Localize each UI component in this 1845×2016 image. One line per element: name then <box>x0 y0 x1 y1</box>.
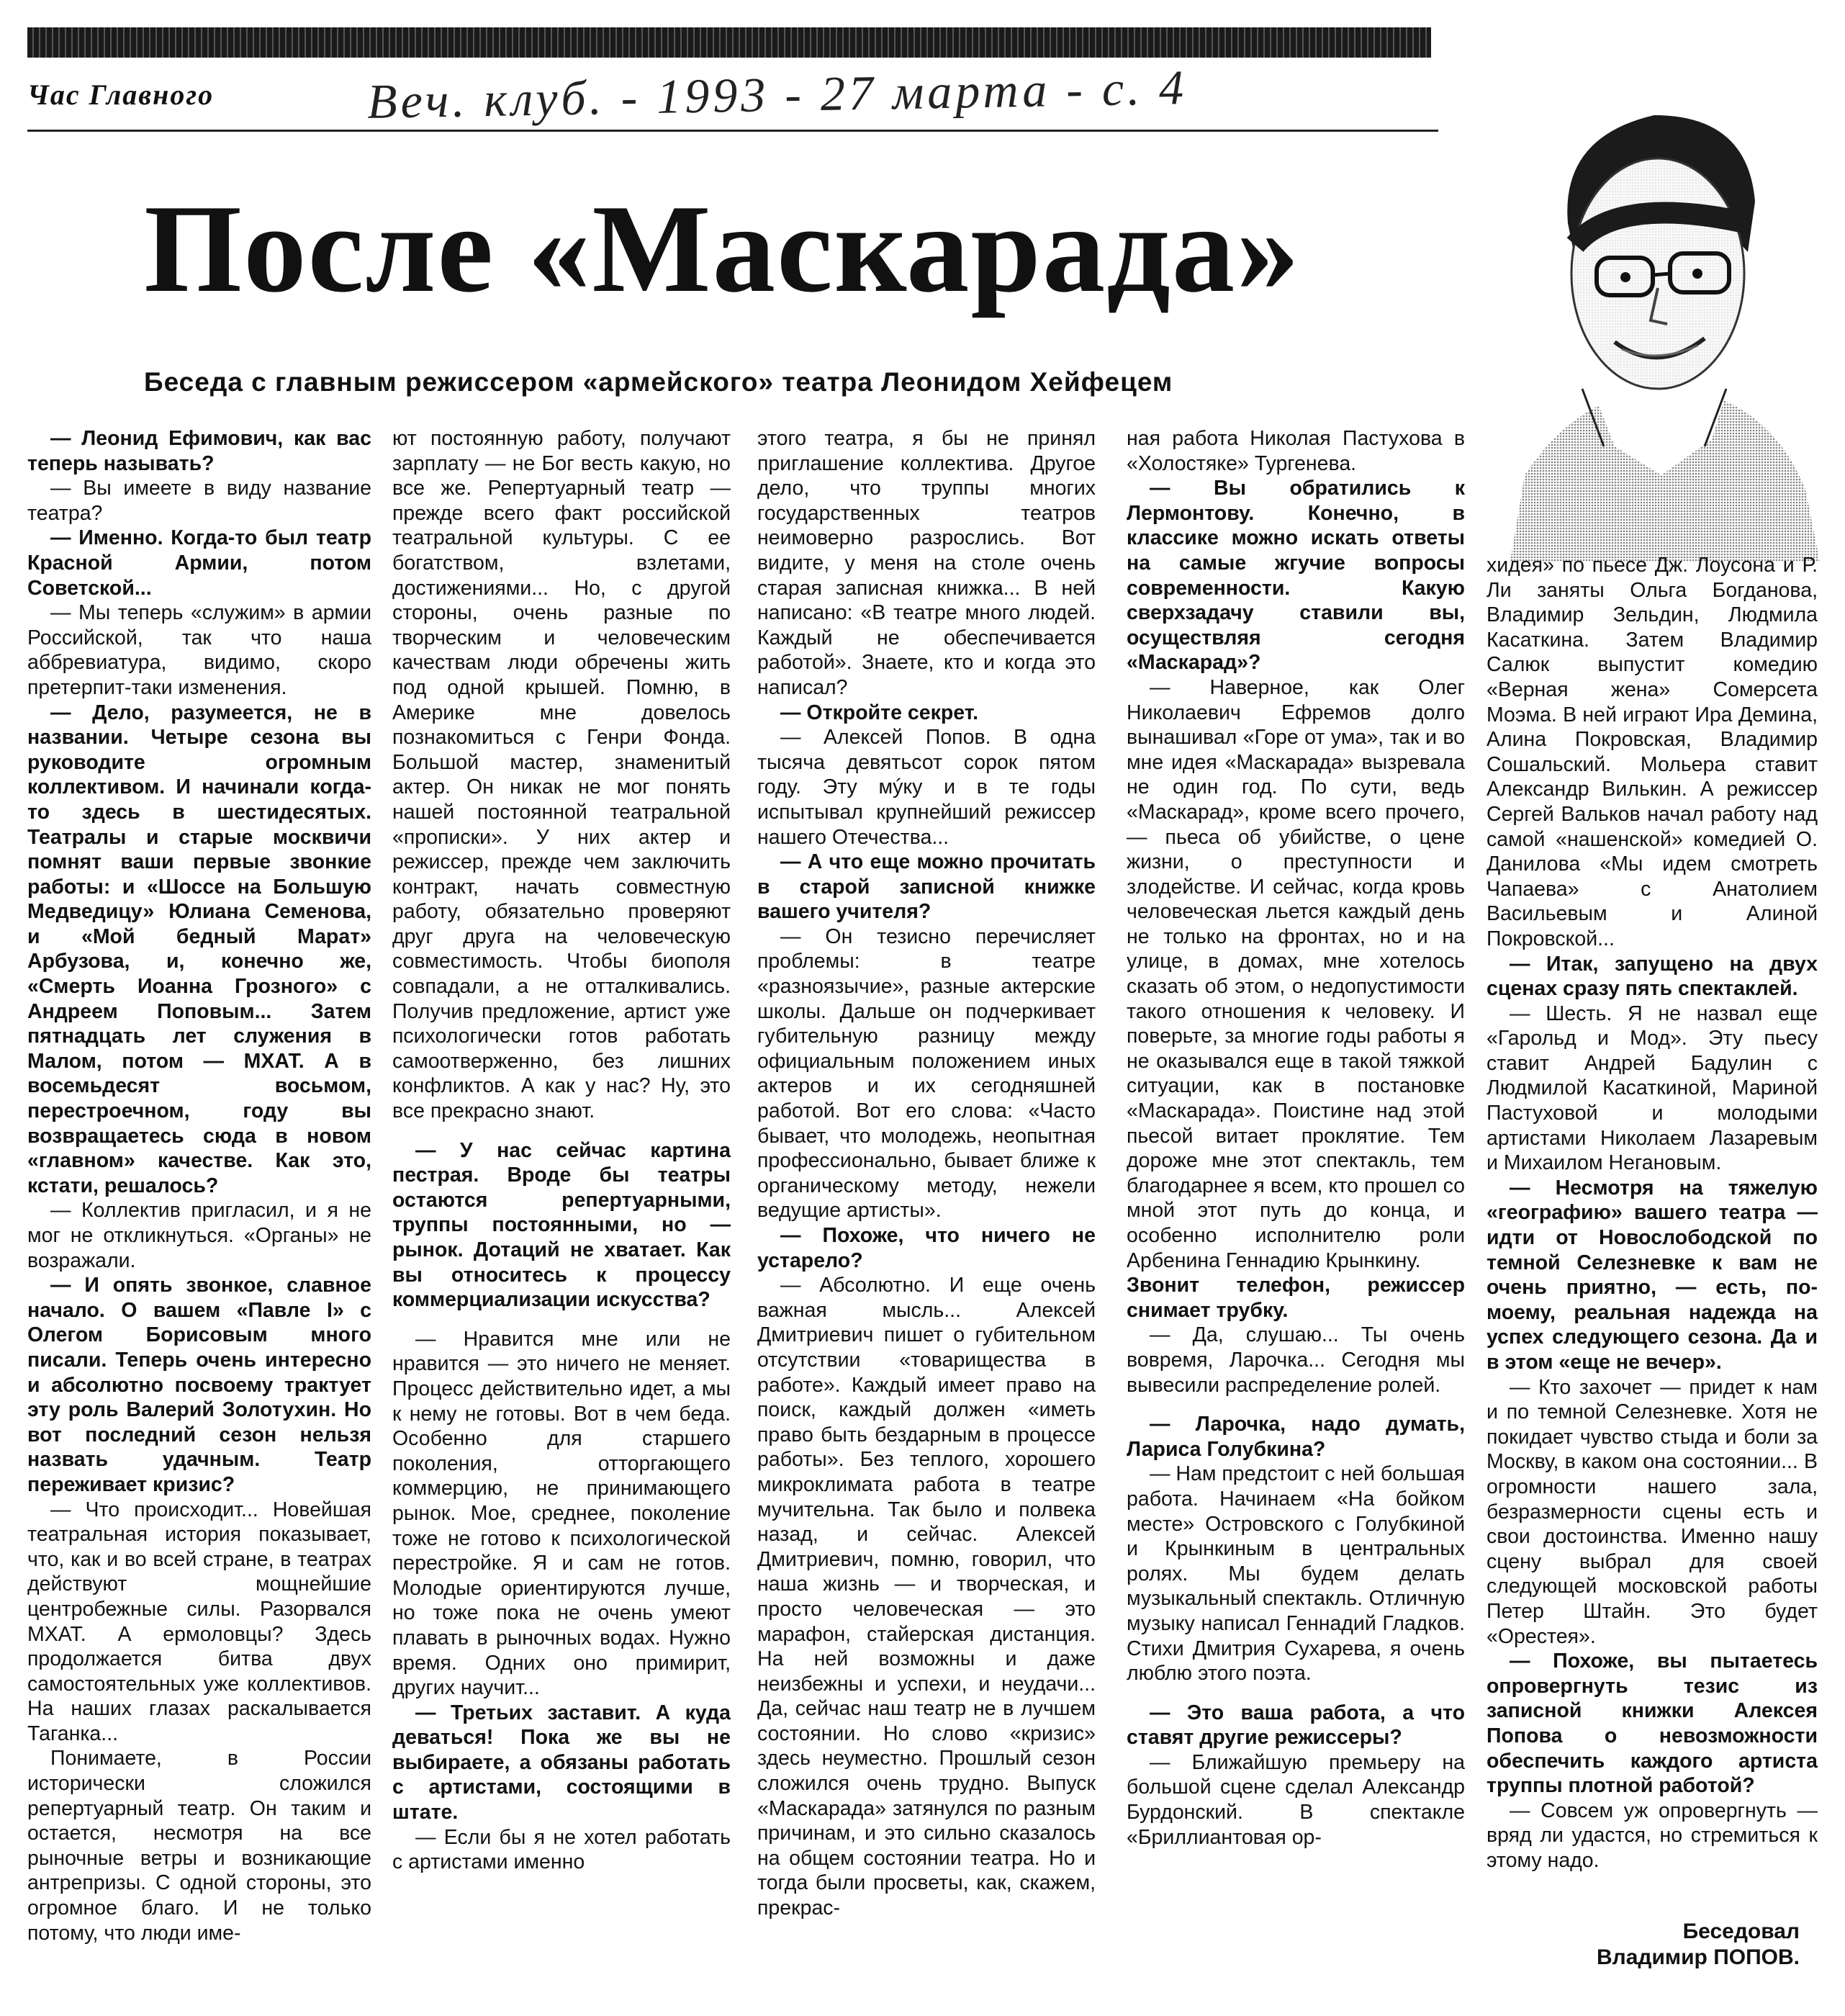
header-divider <box>27 130 1438 132</box>
question-paragraph: — Это ваша работа, а что ставят другие режиссеры? <box>1127 1701 1465 1750</box>
answer-paragraph: — Нам предстоит с ней большая работа. Начинаем «На бойком месте» Островского с Голубкиной и Крынкиным в центральных ролях. Мы будем делать музыкальный спектакль. Отличную музыку написал Геннадий Гладков. Стихи Дмитрия Сухарева, я очень люблю этого поэта. <box>1127 1462 1465 1686</box>
question-paragraph: — Именно. Когда-то был театр Красной Армии, потом Советской... <box>27 526 371 600</box>
article-column-1 <box>27 426 371 1945</box>
answer-paragraph: Понимаете, в России исторически сложился репертуарный театр. Он таким и остается, несмотря на все рыночные ветры и возникающие антрепризы. С одной стороны, это огромное благо. И не только потому, что люди име- <box>27 1747 371 1945</box>
question-paragraph: — Откройте секрет. <box>780 701 979 724</box>
question-paragraph: — И опять звонкое, славное начало. О вашем «Павле I» с Олегом Борисовым много писали. Теперь очень интересно и абсолютно посвоему трактует эту роль Валерий Золотухин. Но вот последний сезон нельзя назвать удачным. Театр переживает кризис? <box>27 1274 371 1496</box>
article-column-2 <box>392 426 731 1875</box>
answer-paragraph: — Вы имеете в виду название театра? <box>27 477 371 525</box>
signature-line-1: Беседовал <box>1682 1920 1800 1943</box>
handwritten-source-note: Веч. клуб. - 1993 - 27 марта - с. 4 <box>366 60 1188 129</box>
portrait-icon <box>1481 72 1834 562</box>
answer-paragraph: — Наверное, как Олег Николаевич Ефремов долго вынашивал «Горе от ума», так и во мне идея «Маскарада» вызревала не один год. По сути, ведь «Маскарад», кроме всего прочего, — пьеса об убийстве, о цене жизни, о преступности и злодействе. И сейчас, когда кровь человеческая льется каждый день не только на фронтах, но и на улице, в домах, мне хотелось сказать об этом, о недопустимости такого отношения к человеку. И поверьте, за многие годы работы я не оказывался еще в такой тяжкой ситуации, как в постановке «Маскарада». Поистине над этой пьесой витает проклятие. Тем дороже мне этот спектакль, тем благодарнее я всем, кто прошел со мной этот путь до конца, и особенно исполнителю роли Арбенина Геннадию Крынкину. <box>1127 675 1465 1272</box>
portrait-photo <box>1481 72 1834 562</box>
stage-direction: Звонит телефон, режиссер снимает трубку. <box>1127 1274 1465 1322</box>
answer-paragraph: — Что происходит... Новейшая театральная история показывает, что, как и во всей стране, в театрах действуют мощнейшие центробежные силы. Разорвался МХАТ. А ермоловцы? Здесь продолжается битва двух самостоятельных уже коллективов. На наших глазах раскалывается Таганка... <box>27 1498 371 1745</box>
question-paragraph: — Похоже, вы пытаетесь опровергнуть тезис из записной книжки Алексея Попова о невозможности обеспечить каждого артиста труппы плотной работой? <box>1487 1650 1818 1798</box>
question-paragraph: — Ларочка, надо думать, Лариса Голубкина? <box>1127 1413 1465 1461</box>
article-column-3 <box>757 426 1096 1921</box>
answer-paragraph: — Если бы я не хотел работать с артистами именно <box>392 1825 731 1874</box>
answer-paragraph: — Да, слушаю... Ты очень вовремя, Ларочка... Сегодня мы вывесили распределение ролей. <box>1127 1323 1465 1397</box>
article-subheadline: Беседа с главным режиссером «армейского» театра Леонидом Хейфецем <box>144 367 1173 397</box>
answer-paragraph: — Кто захочет — придет к нам и по темной Селезневке. Хотя не покидает чувство стыда и боли за Москву, в каком она состоянии... В огромности нашего зала, безразмерности сцены есть и свои достоинства. Именно нашу сцену выбрал для своей следующей московской работы Петер Штайн. Это будет «Орестея». <box>1487 1375 1818 1648</box>
continued-paragraph: хидея» по пьесе Дж. Лоусона и Р. Ли заняты Ольга Богданова, Владимир Зельдин, Людмила Касаткина. Затем Владимир Салюк выпустит комедию «Верная жена» Сомерсета Моэма. В ней играют Ира Демина, Алина Покровская, Владимир Сошальский. Мольера ставит Александр Вилькин. А режиссер Сергей Вальков начал работу над самой «нашенской» комедией О. Данилова «Мы идем смотреть Чапаева» с Анатолием Васильевым и Алиной Покровской... <box>1487 554 1818 950</box>
rubric-label: Час Главного <box>27 78 215 111</box>
question-paragraph: — Вы обратились к Лермонтову. Конечно, в классике можно искать ответы на самые жгучие вопросы современности. Какую сверхзадачу ставили вы, осуществляя сегодня «Маскарад»? <box>1127 477 1465 675</box>
top-rule-bar <box>27 27 1431 58</box>
answer-paragraph: — Абсолютно. И еще очень важная мысль... Алексей Дмитриевич пишет о губительном отсутствии «товарищества в работе». Каждый имеет право на поиск, каждый должен «иметь право быть бездарным в процессе работы». Без теплого, хорошего микроклимата работа в театре мучительна. Так было и полвека назад, и сейчас. Алексей Дмитриевич, помню, говорил, что наша жизнь — и творческая, и просто человеческая — это марафон, стайерская дистанция. На ней возможны и даже неизбежны и успехи, и неудачи... Да, сейчас наш театр не в лучшем состоянии. Но слово «кризис» здесь неуместно. Прошлый сезон сложился очень трудно. Выпуск «Маскарада» затянулся по разным причинам, и это сильно сказалось на общем состоянии театра. Но и тогда были просветы, как, скажем, прекрас- <box>757 1274 1096 1920</box>
question-paragraph: — А что еще можно прочитать в старой записной книжке вашего учителя? <box>757 850 1096 924</box>
answer-paragraph: — Мы теперь «служим» в армии Российской, так что наша аббревиатура, видимо, скоро претерпит-таки изменения. <box>27 601 371 699</box>
answer-paragraph: — Нравится мне или не нравится — это ничего не меняет. Процесс действительно идет, а мы к нему не готовы. Вот в чем беда. Особенно для старшего поколения, отторгающего коммерцию, не принимающего рынок. Мое, среднее, поколение тоже не готово к психологической перестройке. Я и сам не готов. Молодые ориентируются лучше, но тоже пока не очень умеют плавать в рыночных водах. Нужно время. Одних оно примирит, других научит... <box>392 1327 731 1700</box>
question-paragraph: — У нас сейчас картина пестрая. Вроде бы театры остаются репертуарными, труппы постоянными, но — рынок. Дотаций не хватает. Как вы относитесь к процессу коммерциализации искусства? <box>392 1138 731 1312</box>
article-column-5 <box>1487 553 1818 1873</box>
question-paragraph: — Дело, разумеется, не в названии. Четыре сезона вы руководите огромным коллективом. И начинали когда-то здесь в шестидесятых. Театралы и старые москвичи помнят ваши первые звонкие работы: и «Шоссе на Большую Медведицу» Юлиана Семенова, и «Мой бедный Марат» Арбузова, и, конечно же, «Смерть Иоанна Грозного» с Андреем Поповым... Затем пятнадцать лет служения в Малом, потом — МХАТ. А в восемьдесят восьмом, перестроечном, году вы возвращаетесь сюда в новом «главном» качестве. Как это, кстати, решалось? <box>27 701 371 1197</box>
question-paragraph: — Несмотря на тяжелую «географию» вашего театра — идти от Новослободской по темной Селезневке к вам не очень приятно, — есть, по-моему, реальная надежда на успех следующего сезона. Да и в этом «еще не вечер». <box>1487 1176 1818 1374</box>
question-paragraph: — Третьих заставит. А куда деваться! Пока же вы не выбираете, а обязаны работать с артистами, состоящими в штате. <box>392 1701 731 1824</box>
answer-paragraph: — Коллектив пригласил, и я не мог не откликнуться. «Органы» не возражали. <box>27 1199 371 1272</box>
question-paragraph: — Похоже, что ничего не устарело? <box>757 1224 1096 1272</box>
signature-line-2: Владимир ПОПОВ. <box>1597 1945 1800 1969</box>
answer-paragraph: — Он тезисно перечисляет проблемы: в театре «разноязычие», разные актерские школы. Дальше он подчеркивает губительную разницу между официальным положением иных актеров и их сегодняшней работой. Вот его слова: «Часто бывает, что молодежь, неопытная профессионально, бывает ближе к органическому методу, нежели ведущие артисты». <box>757 924 1096 1223</box>
author-signature <box>1569 1919 1800 1971</box>
article-column-4 <box>1127 426 1465 1850</box>
answer-paragraph: — Ближайшую премьеру на большой сцене сделал Александр Бурдонский. В спектакле «Бриллиантовая ор- <box>1127 1750 1465 1849</box>
continued-paragraph: ют постоянную работу, получают зарплату — не Бог весть какую, но все же. Репертуарный театр — прежде всего факт российской театральной культуры. С ее богатством, взлетами, достижениями... Но, с другой стороны, очень разные по творческим и человеческим качествам люди обречены жить под одной крышей. Помню, в Америке мне довелось познакомиться с Генри Фонда. Большой мастер, знаменитый актер. Он никак не мог понять нашей постоянной театральной «прописки». У них актер и режиссер, прежде чем заключить контракт, начать совместную работу, обязательно проверяют друг друга на человеческую совместимость. Чтобы биополя совпадали, а не отталкивались. Получив предложение, артист уже психологически готов работать самоотверженно, без лишних конфликтов. А как у нас? Ну, это все прекрасно знают. <box>392 427 731 1123</box>
question-paragraph: — Леонид Ефимович, как вас теперь называть? <box>27 427 371 475</box>
article-headline: После «Маскарада» <box>144 179 1301 318</box>
answer-paragraph: — Алексей Попов. В одна тысяча девятьсот сорок пятом году. Эту мýку и в те годы испытывал крупнейший режиссер нашего Отечества... <box>757 726 1096 849</box>
answer-paragraph: — Шесть. Я не назвал еще «Гарольд и Мод». Эту пьесу ставит Андрей Бадулин с Людмилой Касаткиной, Мариной Пастуховой и молодыми артистами Николаем Лазаревым и Михаилом Негановым. <box>1487 1002 1818 1175</box>
continued-paragraph: этого театра, я бы не принял приглашение коллектива. Другое дело, что труппы многих государственных театров неимоверно разрослись. Вот видите, у меня на столе очень старая записная книжка... В ней написано: «В театре много людей. Каждый не обеспечивается работой». Знаете, кто и когда это написал? <box>757 427 1096 699</box>
answer-paragraph: — Совсем уж опровергнуть — вряд ли удастся, но стремиться к этому надо. <box>1487 1799 1818 1872</box>
question-paragraph: — Итак, запущено на двух сценах сразу пять спектаклей. <box>1487 952 1818 1001</box>
continued-paragraph: ная работа Николая Пастухова в «Холостяке» Тургенева. <box>1127 427 1465 475</box>
